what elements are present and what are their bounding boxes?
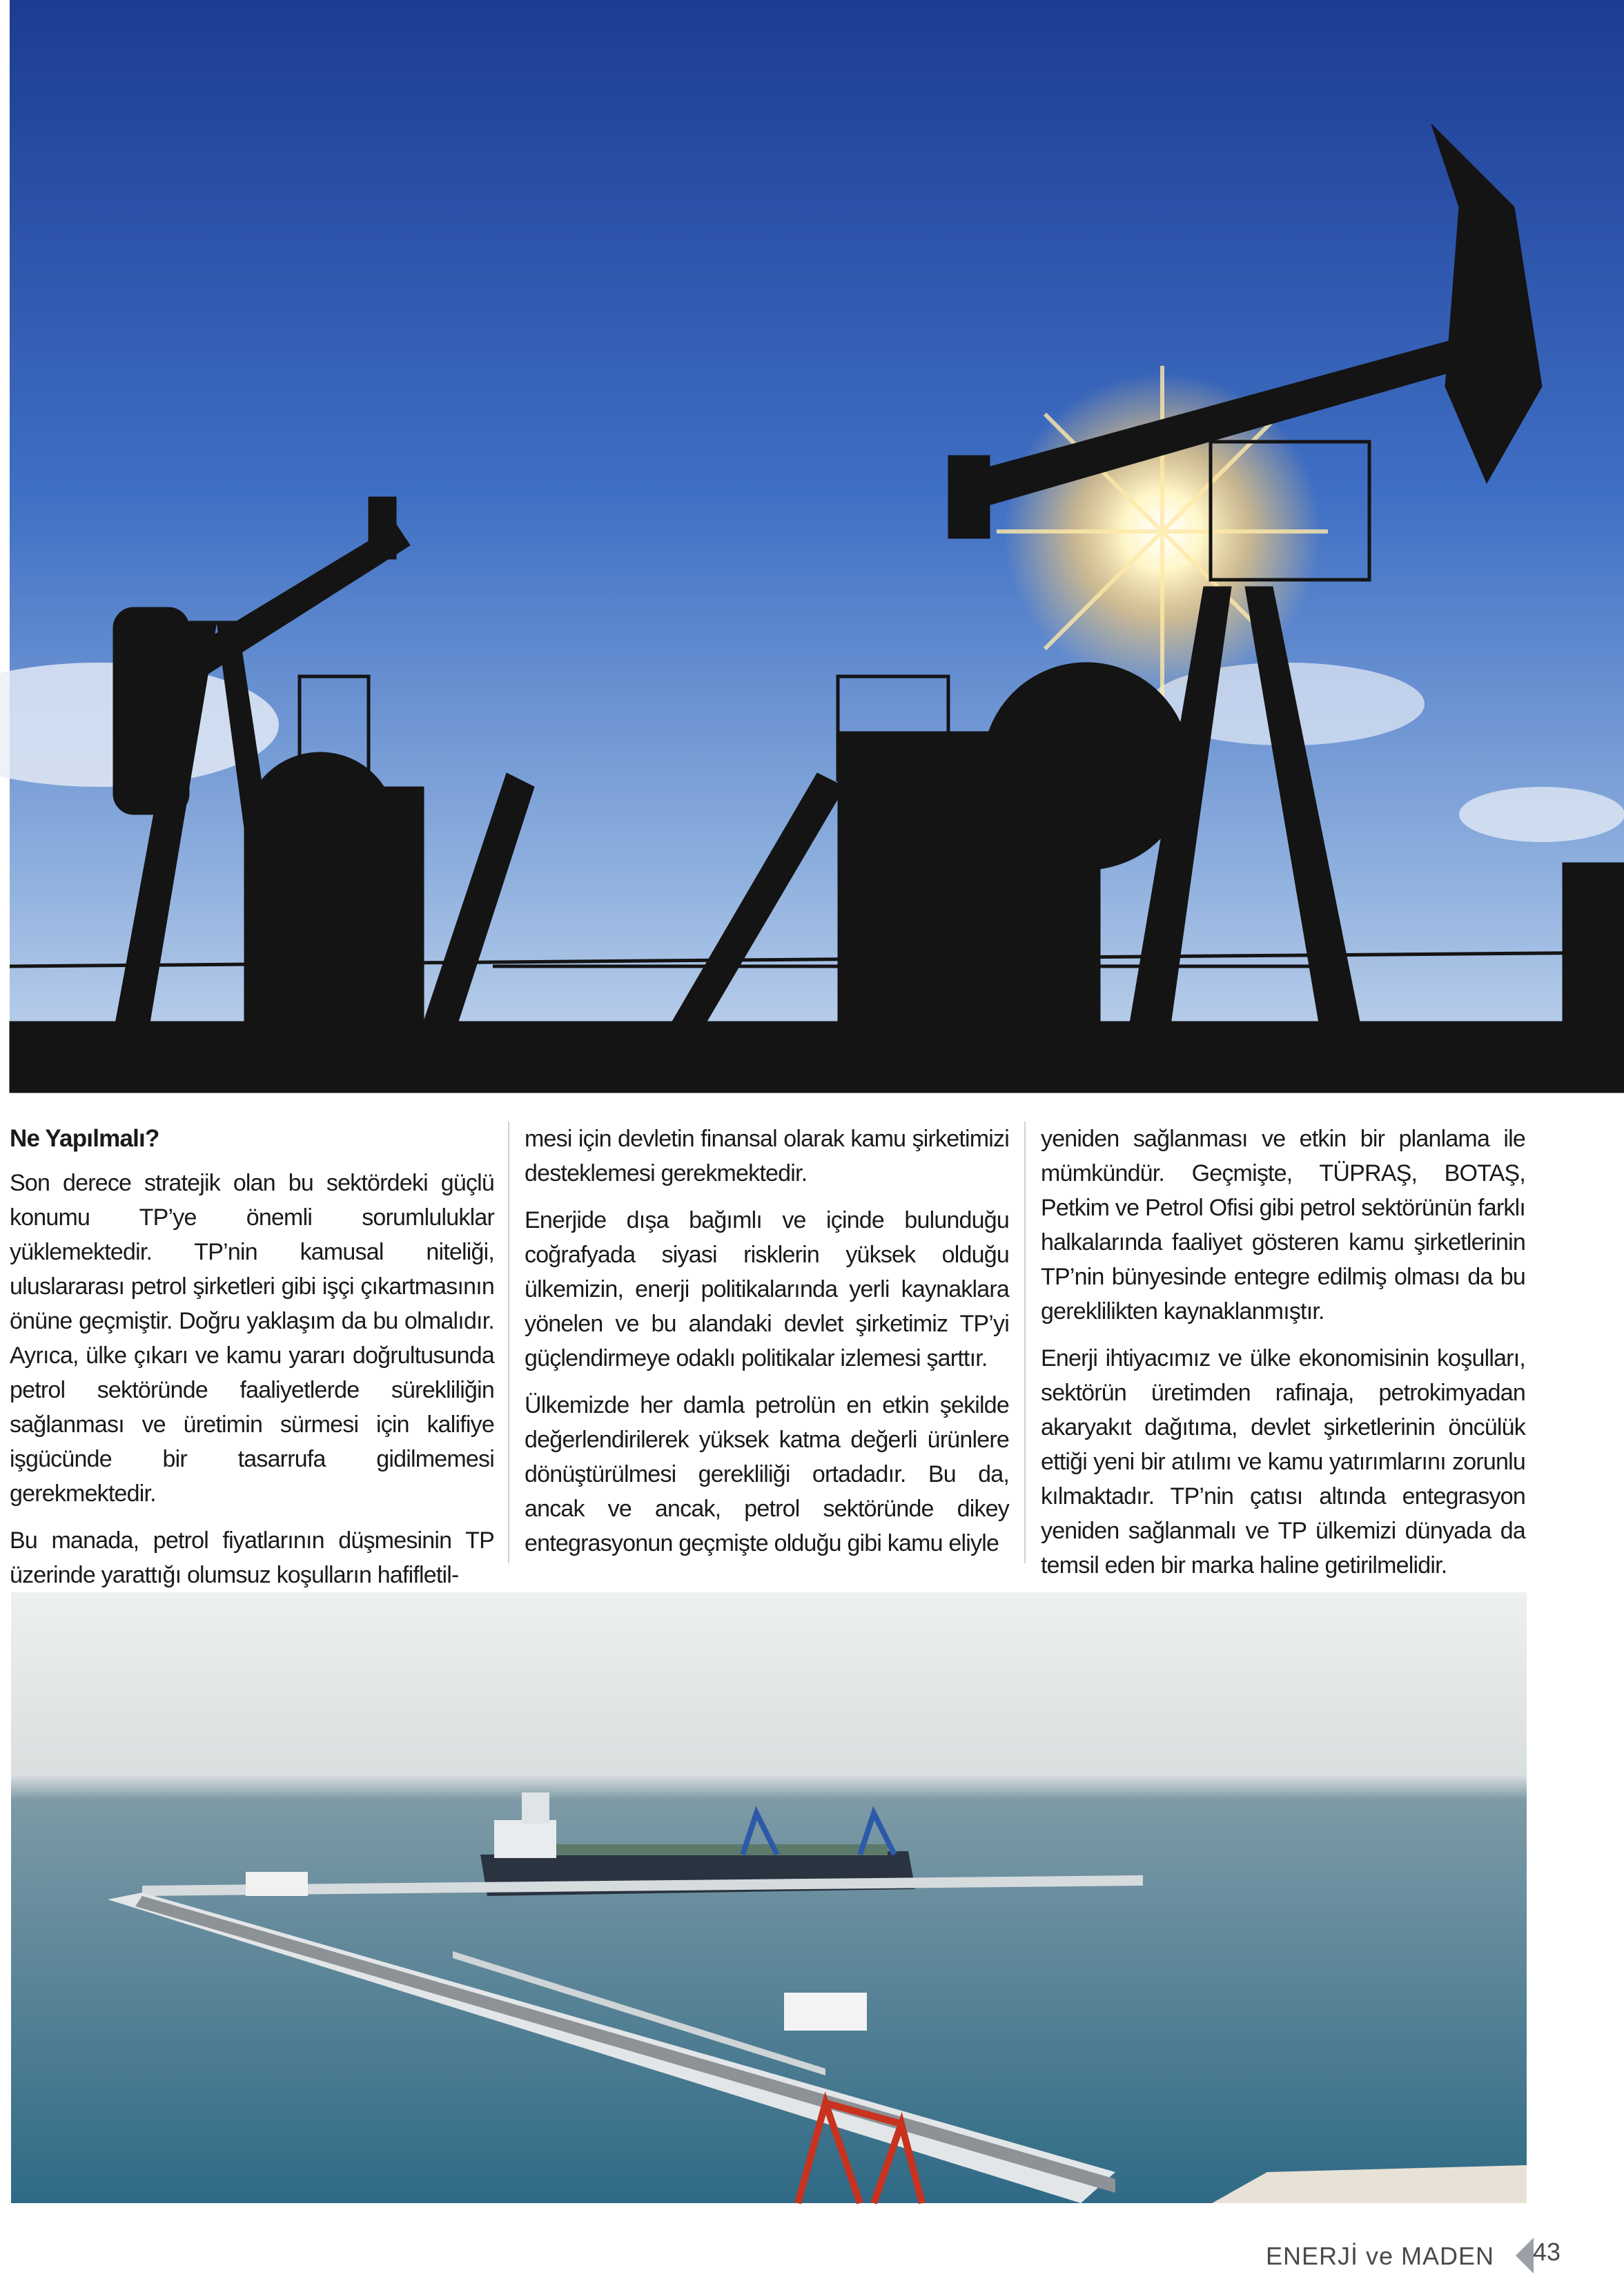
section-heading: Ne Yapılmalı?	[10, 1125, 159, 1152]
paragraph: mesi için devletin finansal olarak kamu şirketimizi desteklemesi gerekmektedir.	[525, 1126, 1009, 1186]
page-arrow-icon	[1516, 2238, 1534, 2274]
article-column-2	[525, 1122, 1009, 1563]
magazine-name: ENERJİ ve MADEN	[1265, 2242, 1494, 2270]
oil-pumpjack-photo	[10, 0, 1624, 1093]
paragraph: Bu manada, petrol fiyatlarının düşmesinin TP üzerinde yarattığı olumsuz koşulların hafifletil-	[10, 1527, 494, 1588]
page-number: 43	[1532, 2238, 1561, 2266]
paragraph: Enerji ihtiyacımız ve ülke ekonomisinin koşulları, sektörün üretimden rafinaja, petrokimyadan akaryakıt dağıtıma, devlet şirketlerinin öncülük ettiği yeni bir atılımı ve kamu yatırımlarını zorunlu kılmaktadır. TP’nin çatısı altında entegrasyon yeniden sağlanmalı ve TP ülkemizi dünyada da temsil eden bir marka haline getirilmelidir.	[1041, 1345, 1525, 1579]
paragraph: Enerjide dışa bağımlı ve içinde bulunduğu coğrafyada siyasi risklerin yüksek olduğu ülkemizin, enerji politikalarında yerli kaynaklara yönelen ve bu alandaki devlet şirketimiz TP’yi güçlendirmeye odaklı politikalar izlemesi şarttır.	[525, 1207, 1009, 1371]
paragraph: yeniden sağlanması ve etkin bir planlama ile mümkündür. Geçmişte, TÜPRAŞ, BOTAŞ, Petkim ve Petrol Ofisi gibi petrol sektörünün farklı halkalarında faaliyet gösteren kamu şirketlerinin TP’nin bünyesinde entegre edilmiş olması da bu gereklilikten kaynaklanmıştır.	[1041, 1126, 1525, 1325]
column-divider	[508, 1122, 509, 1563]
article-column-3	[1041, 1122, 1525, 1579]
tanker-terminal-photo	[11, 1592, 1527, 2203]
paragraph: Ülkemizde her damla petrolün en etkin şekilde değerlendirilerek yüksek katma değerli ürünlere dönüştürülmesi gerekliliği ortadadır. Bu da, ancak ve ancak, petrol sektöründe dikey entegrasyonun geçmişte olduğu gibi kamu eliyle	[525, 1392, 1009, 1556]
paragraph: Son derece stratejik olan bu sektördeki güçlü konumu TP’ye önemli sorumluluklar yüklemektedir. TP’nin kamusal niteliği, uluslararası petrol şirketleri gibi işçi çıkartmasının önüne geçmiştir. Doğru yaklaşım da bu olmalıdır. Ayrıca, ülke çıkarı ve kamu yararı doğrultusunda petrol sektöründe faaliyetlerde sürekliliğin sağlanması ve üretimin sürmesi için kalifiye işgücünde bir tasarrufa gidilmemesi gerekmektedir.	[10, 1170, 494, 1507]
column-divider	[1024, 1122, 1026, 1563]
article-column-1	[10, 1122, 494, 1588]
